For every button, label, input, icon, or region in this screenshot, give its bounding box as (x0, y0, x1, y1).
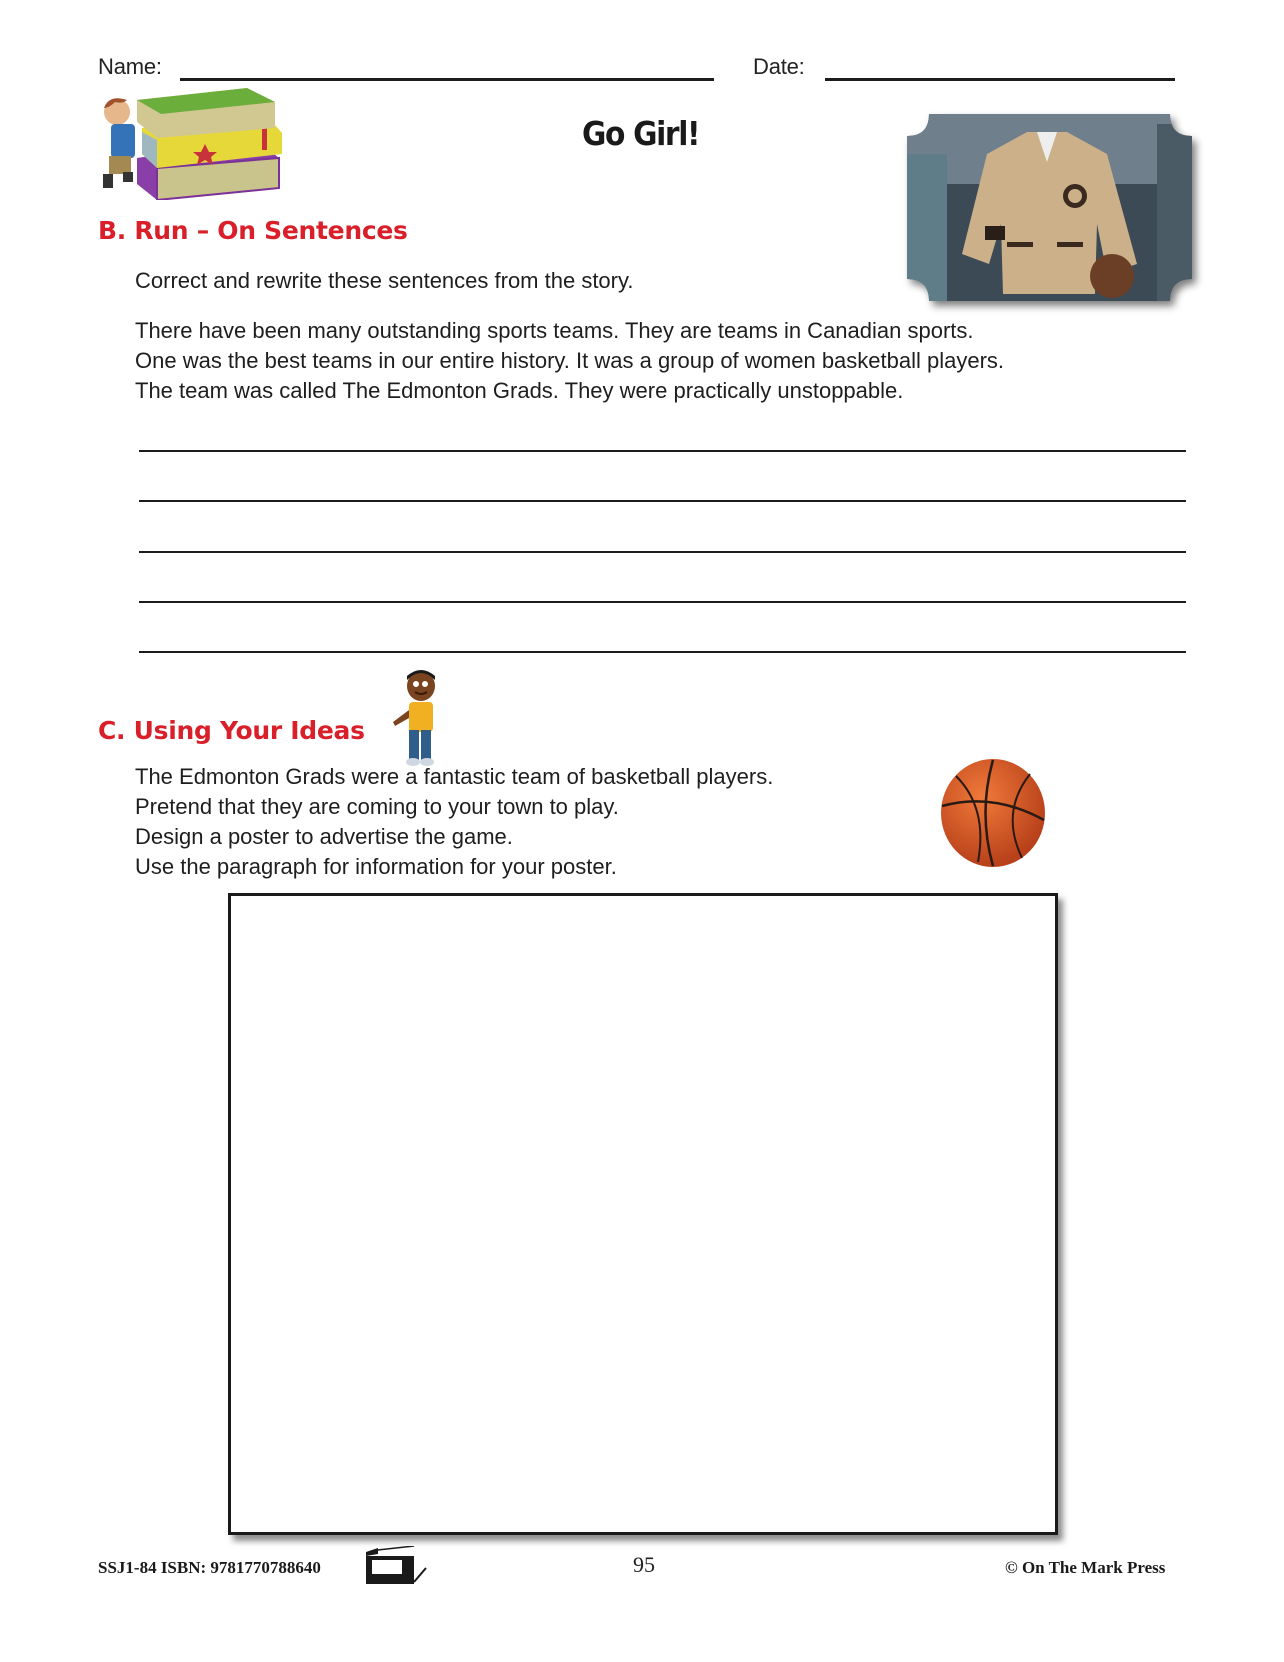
instruction-line: Use the paragraph for information for your poster. (135, 854, 617, 879)
sweater-photo (907, 114, 1192, 301)
instruction-line: The Edmonton Grads were a fantastic team of basketball players. (135, 764, 774, 789)
books-illustration (97, 88, 297, 200)
name-label: Name: (98, 54, 162, 79)
basketball-image (938, 758, 1048, 868)
instruction-line: Design a poster to advertise the game. (135, 824, 513, 849)
section-b-paragraph (135, 316, 1004, 406)
paragraph-line: One was the best teams in our entire history. It was a group of women basketball players. (135, 348, 1005, 373)
answer-line-5[interactable] (139, 651, 1186, 653)
section-b-instruction: Correct and rewrite these sentences from the story. (135, 268, 634, 293)
footer-copyright: © On The Mark Press (1005, 1558, 1166, 1577)
paragraph-line: The team was called The Edmonton Grads. They were practically unstoppable. (135, 378, 904, 403)
poster-drawing-area[interactable] (228, 893, 1058, 1535)
instruction-line: Pretend that they are coming to your town to play. (135, 794, 619, 819)
kid-illustration (385, 670, 443, 768)
page-title: Go Girl! (582, 114, 700, 153)
section-c-heading: C. Using Your Ideas (98, 716, 365, 745)
answer-line-4[interactable] (139, 601, 1186, 603)
answer-line-1[interactable] (139, 450, 1186, 452)
date-label: Date: (753, 54, 805, 79)
date-field[interactable] (825, 78, 1175, 81)
photocopier-icon (364, 1546, 440, 1584)
answer-line-2[interactable] (139, 500, 1186, 502)
answer-line-3[interactable] (139, 551, 1186, 553)
paragraph-line: There have been many outstanding sports teams. They are teams in Canadian sports. (135, 318, 974, 343)
page-number: 95 (633, 1552, 655, 1577)
section-b-heading: B. Run – On Sentences (98, 216, 408, 245)
name-field[interactable] (180, 78, 714, 81)
section-c-instructions (135, 762, 773, 882)
footer-code-isbn: SSJ1-84 ISBN: 9781770788640 (98, 1558, 321, 1577)
